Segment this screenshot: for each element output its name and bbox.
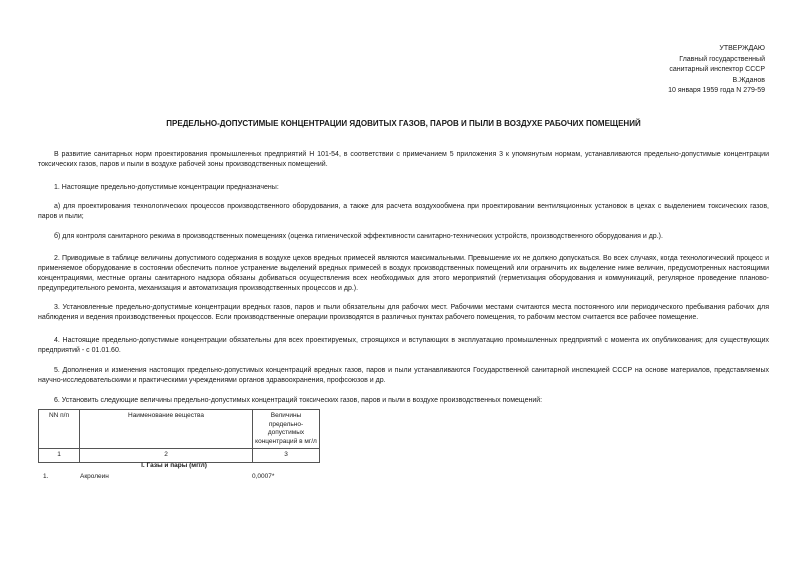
table-header-row	[39, 410, 320, 449]
section-heading: I. Газы и пары (мг/л)	[141, 462, 207, 469]
paragraph-1b: б) для контроля санитарного режима в производственных помещениях (оценка гигиенической эффективности санитарно-технических устройств, производственного оборудования и др.).	[54, 233, 663, 240]
paragraph-4: 4. Настоящие предельно-допустимые концентрации обязательны для всех проектируемых, строящихся и вступающих в эксплуатацию промышленных предприятий с момента их опубликования; для существующих предприятий - с 01.01.60.	[38, 337, 769, 355]
header-substance: Наименование вещества	[80, 410, 253, 449]
paragraph-5: 5. Дополнения и изменения настоящих предельно-допустимых концентраций вредных газов, паров и пыли устанавливаются Государственной санитарной инспекцией СССР на основе материалов, представляемых научно-исследовательскими и практическими учреждениями органов здравоохранения, профсоюзов и др.	[38, 367, 769, 385]
approval-line-2: Главный государственный	[679, 55, 765, 63]
column-number-1: 1	[39, 449, 80, 463]
row-number: 1.	[43, 473, 49, 480]
approval-line-1: УТВЕРЖДАЮ	[719, 45, 765, 52]
table-column-numbers-row	[39, 449, 320, 463]
paragraph-2: 2. Приводимые в таблице величины допустимого содержания в воздухе цехов вредных примесей являются максимальными. Превышение их не должно допускаться. Во всех случаях, когда технологический процесс и применяемое оборудование в состоянии обеспечить полное устранение выделений вредных примесей в воздух производственных помещений или ограничить их выделение ниже величин, предусмотренных настоящими концентрациями, местные органы санитарного надзора обязаны добиваться осуществления всех необходимых для этого мероприятий (герметизация оборудования и коммуникаций, регулярное проведение планово-предупредительного ремонта, механизация и автоматизация производственных процессов и др.).	[38, 255, 769, 293]
document-title: ПРЕДЕЛЬНО-ДОПУСТИМЫЕ КОНЦЕНТРАЦИИ ЯДОВИТЫХ ГАЗОВ, ПАРОВ И ПЫЛИ В ВОЗДУХЕ РАБОЧИХ ПОМЕЩЕНИЙ	[166, 119, 641, 128]
approval-line-4: В.Жданов	[732, 76, 765, 84]
column-number-2: 2	[80, 449, 253, 463]
row-value: 0,0007*	[252, 473, 275, 480]
approval-block	[668, 44, 765, 97]
concentration-table	[38, 409, 320, 463]
header-number: NN п/п	[39, 410, 80, 449]
approval-line-3: санитарный инспектор СССР	[669, 66, 765, 73]
row-substance: Акролеин	[80, 473, 109, 480]
intro-paragraph: В развитие санитарных норм проектирования промышленных предприятий Н 101-54, в соответствии с примечанием 5 приложения 3 к упомянутым нормам, устанавливаются предельно-допустимые концентрации токсических газов, паров и пыли в воздухе рабочей зоны производственных помещений.	[38, 151, 769, 169]
paragraph-1a: а) для проектирования технологических процессов производственного оборудования, а также для расчета воздухообмена при проектировании вентиляционных установок в цехах с выделением токсических газов, паров и пыли;	[38, 203, 769, 221]
paragraph-6: 6. Установить следующие величины предельно-допустимых концентраций токсических газов, паров и пыли в воздухе производственных помещений:	[54, 397, 543, 404]
approval-line-5: 10 января 1959 года N 279-59	[668, 87, 765, 94]
paragraph-1: 1. Настоящие предельно-допустимые концентрации предназначены:	[54, 184, 279, 191]
header-value: Величины предельно-допустимых концентраций в мг/л	[253, 410, 320, 449]
column-number-3: 3	[253, 449, 320, 463]
paragraph-3: 3. Установленные предельно-допустимые концентрации вредных газов, паров и пыли обязательны для рабочих мест. Рабочими местами считаются места постоянного или периодического пребывания рабочих для наблюдения и ведения производственных процессов. Если производственные операции производятся в различных пунктах рабочего помещения, то рабочим местом считается все рабочее помещение.	[38, 304, 769, 322]
